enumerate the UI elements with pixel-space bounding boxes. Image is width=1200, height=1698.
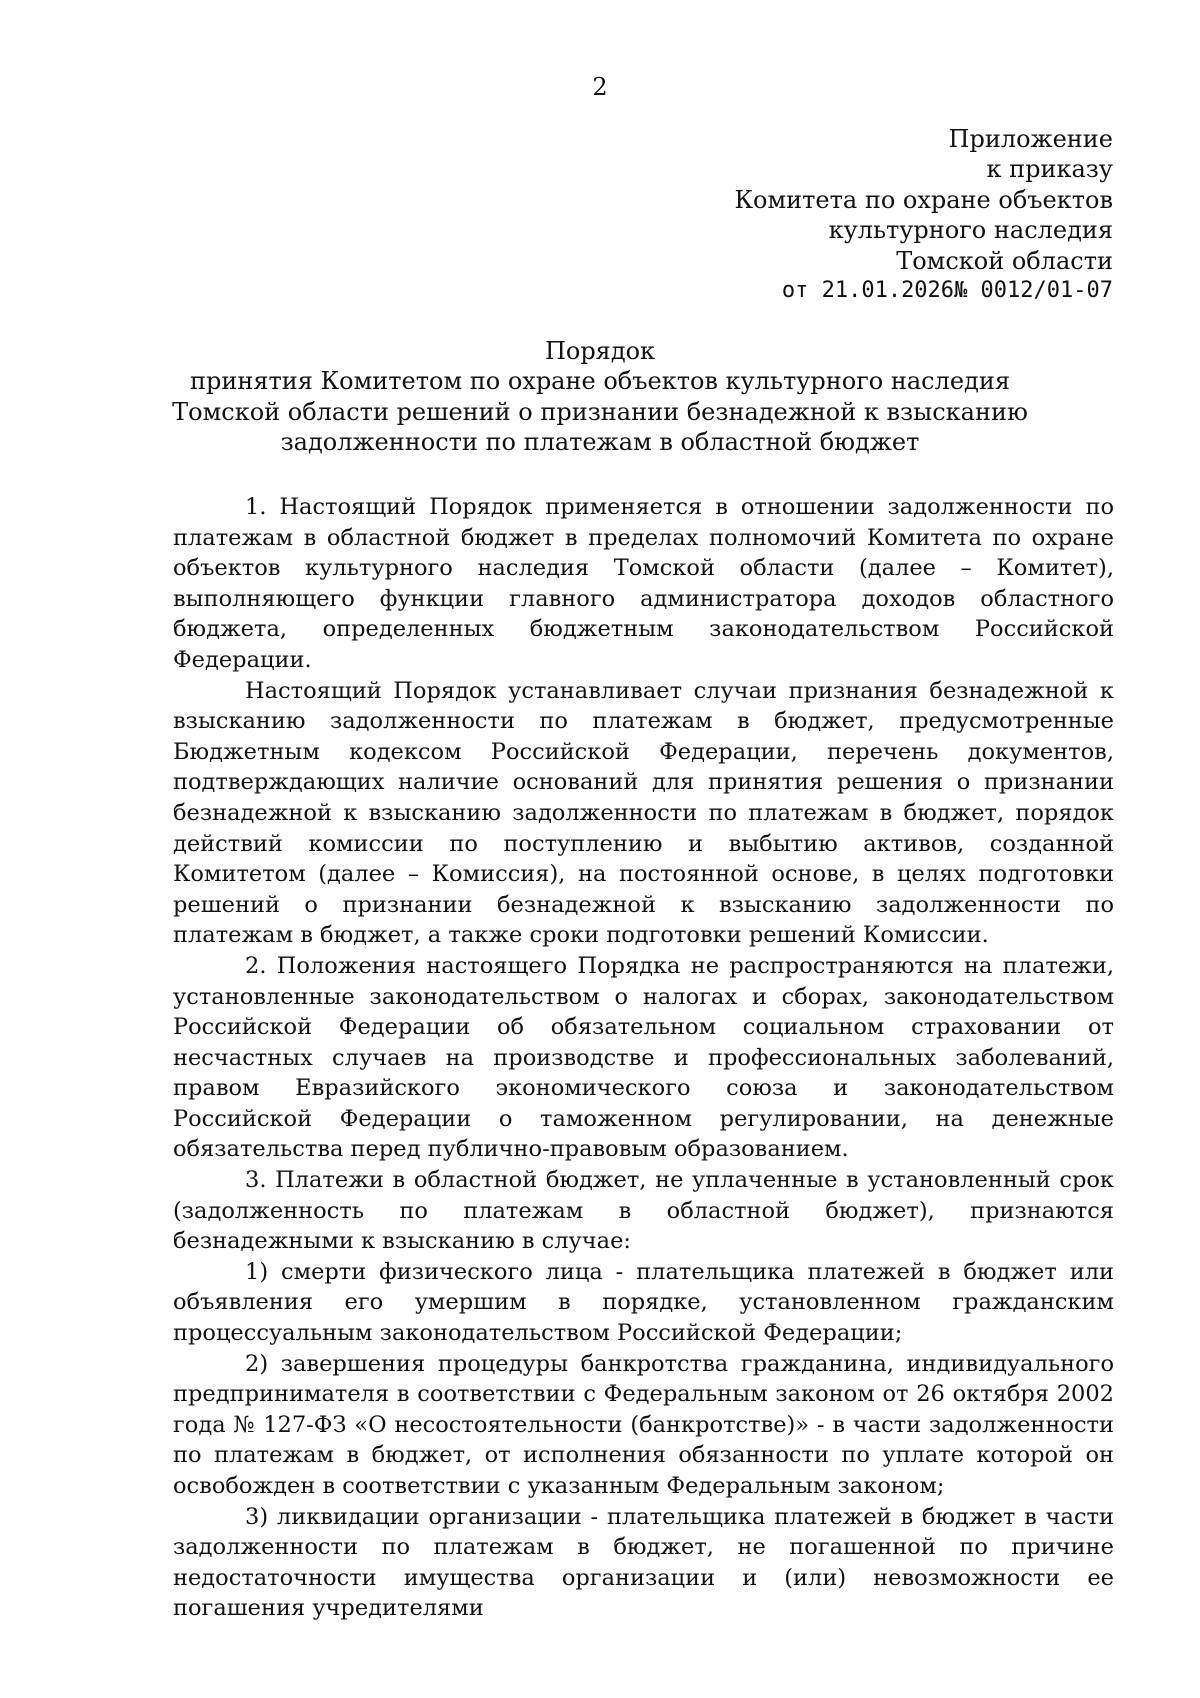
paragraph: 2) завершения процедуры банкротства гражданина, индивидуального предпринимателя в соответствии с Федеральным законом от 26 октября 2002 года № 127-ФЗ «О несостоятельности (банкротстве)» - в части задолженности по платежам в бюджет, от исполнения обязанности по уплате которой он освобожден в соответствии с указанным Федеральным законом;: [173, 1350, 1114, 1499]
appendix-header: [513, 124, 1113, 306]
appendix-line: Комитета по охране объектов: [734, 185, 1113, 214]
document-title: [0, 336, 1200, 458]
paragraph: 1) смерти физического лица - плательщика платежей в бюджет или объявления его умершим в порядке, установленном гражданским процессуальным законодательством Российской Федерации;: [173, 1258, 1114, 1347]
title-line: принятия Комитетом по охране объектов культурного наследия: [190, 367, 1010, 396]
paragraph: 3) ликвидации организации - плательщика платежей в бюджет в части задолженности по платежам в бюджет, не погашенной по причине недостаточности имущества организации и (или) невозможности ее погашения учредителями: [173, 1503, 1114, 1622]
paragraph: 3. Платежи в областной бюджет, не уплаченные в установленный срок (задолженность по платежам в областной бюджет), признаются безнадежными к взысканию в случае:: [173, 1167, 1114, 1255]
page-number: 2: [592, 73, 608, 101]
paragraph: 2. Положения настоящего Порядка не распространяются на платежи, установленные законодательством о налогах и сборах, законодательством Российской Федерации об обязательном социальном страховании от несчастных случаев на производстве и профессиональных заболеваний, правом Евразийского экономического союза и законодательством Российской Федерации о таможенном регулировании, на денежные обязательства перед публично-правовым образованием.: [173, 952, 1114, 1163]
paragraph: Настоящий Порядок устанавливает случаи признания безнадежной к взысканию задолженности по платежам в бюджет, предусмотренные Бюджетным кодексом Российской Федерации, перечень документов, подтверждающих наличие оснований для принятия решения о признании безнадежной к взысканию задолженности по платежам в бюджет, порядок действий комиссии по поступлению и выбытию активов, созданной Комитетом (далее – Комиссия), на постоянной основе, в целях подготовки решений о признании безнадежной к взысканию задолженности по платежам в бюджет, а также сроки подготовки решений Комиссии.: [173, 677, 1114, 949]
appendix-line: Приложение: [948, 125, 1113, 153]
document-body: [173, 492, 1114, 1624]
appendix-date-line: от 21.01.2026№ 0012/01-07: [781, 278, 1113, 304]
appendix-line: Томской области: [896, 246, 1113, 275]
title-line: задолженности по платежам в областной бюджет: [280, 428, 920, 457]
appendix-line: к приказу: [986, 155, 1113, 184]
title-line: Томской области решений о признании безнадежной к взысканию: [172, 397, 1028, 426]
paragraph: 1. Настоящий Порядок применяется в отношении задолженности по платежам в областной бюджет в пределах полномочий Комитета по охране объектов культурного наследия Томской области (далее – Комитет), выполняющего функции главного администратора доходов областного бюджета, определенных бюджетным законодательством Российской Федерации.: [173, 494, 1114, 673]
title-line: Порядок: [544, 337, 656, 365]
appendix-line: культурного наследия: [828, 216, 1113, 245]
